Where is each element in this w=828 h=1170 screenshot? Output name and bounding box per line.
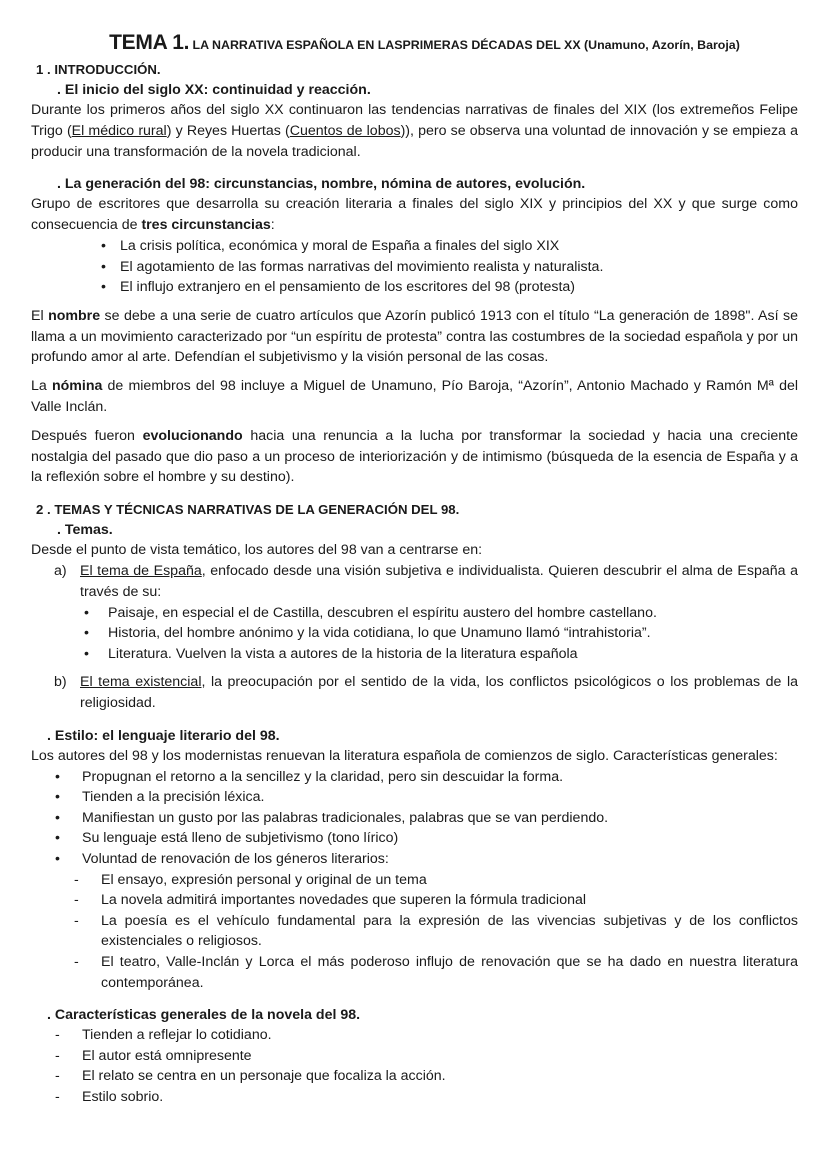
list-item: • Propugnan el retorno a la sencillez y la claridad, pero sin descuidar la forma. <box>55 767 798 788</box>
bullet-icon: • <box>84 625 89 642</box>
tema-espana-item: a) El tema de España, enfocado desde una visión subjetiva e individualista. Quieren descubrir el alma de España a través de su: <box>54 562 798 600</box>
dash-icon: - <box>55 1089 60 1106</box>
page-title <box>51 28 798 60</box>
list-item: - La novela admitirá importantes novedades que superen la fórmula tradicional <box>74 890 798 911</box>
section-2-heading: 2 . TEMAS Y TÉCNICAS NARRATIVAS DE LA GENERACIÓN DEL 98. <box>36 502 460 518</box>
paragraph-nombre: El nombre se debe a una serie de cuatro artículos que Azorín publicó 1913 con el título “La generación de 1898". Así se llama a un movimiento caracterizado por “un espíritu de protesta” contra las costumbres de la sociedad española y por un profundo amor al arte. Defendían el subjetivismo y la visión personal de las cosas. <box>31 307 798 366</box>
dash-icon: - <box>74 871 79 888</box>
list-item: - El autor está omnipresente <box>55 1046 798 1067</box>
bullet-icon: • <box>84 645 89 662</box>
work-title-medico-rural: El médico rural <box>71 122 167 139</box>
subsection-novela-98: . Características generales de la novela del 98. <box>47 1007 361 1024</box>
bullet-icon: • <box>84 604 89 621</box>
list-item: • Manifiestan un gusto por las palabras tradicionales, palabras que se van perdiendo. <box>55 808 798 829</box>
list-item: • Historia, del hombre anónimo y la vida cotidiana, lo que Unamuno llamó “intrahistoria”. <box>84 623 798 644</box>
bullet-icon: • <box>55 789 60 806</box>
paragraph-circunstancias: Grupo de escritores que desarrolla su creación literaria a finales del siglo XIX y principios del XX y que surge como consecuencia de tres circunstancias: <box>31 196 798 234</box>
list-item: - La poesía es el vehículo fundamental para la expresión de las vivencias subjetivas y de los conflictos existenciales o religiosos. <box>74 912 798 950</box>
work-title-cuentos-lobos: Cuentos de lobos <box>289 122 401 139</box>
dash-icon: - <box>74 892 79 909</box>
list-item: - El relato se centra en un personaje que focaliza la acción. <box>55 1066 798 1087</box>
list-item: • Tienden a la precisión léxica. <box>55 787 798 808</box>
dash-icon: - <box>55 1047 60 1064</box>
list-item: - El teatro, Valle-Inclán y Lorca el más poderoso influjo de renovación que se ha dado en nuestra literatura contemporánea. <box>74 954 798 991</box>
paragraph-estilo-intro: Los autores del 98 y los modernistas renuevan la literatura española de comienzos de siglo. Características generales: <box>31 747 778 764</box>
bullet-icon: • <box>55 768 60 785</box>
subsection-estilo: . Estilo: el lenguaje literario del 98. <box>47 727 280 744</box>
list-item: • Voluntad de renovación de los géneros literarios: <box>55 849 798 870</box>
list-item: - Estilo sobrio. <box>55 1087 798 1108</box>
list-item: • Su lenguaje está lleno de subjetivismo (tono lírico) <box>55 828 798 849</box>
title-main: TEMA 1. <box>109 31 190 54</box>
list-item: • Paisaje, en especial el de Castilla, descubren el espíritu austero del hombre castellano. <box>84 603 798 624</box>
tema-existencial-item: b) El tema existencial, la preocupación por el sentido de la vida, los conflictos psicológicos o los problemas de la religiosidad. <box>54 674 799 712</box>
list-item: • La crisis política, económica y moral de España a finales del siglo XIX <box>101 236 798 257</box>
dash-icon: - <box>55 1027 60 1044</box>
bullet-icon: • <box>55 809 60 826</box>
title-rest: LA NARRATIVA ESPAÑOLA EN LASPRIMERAS DÉCADAS DEL XX (Unamuno, Azorín, Baroja) <box>189 38 740 52</box>
document-page <box>31 28 798 1108</box>
bullet-icon: • <box>101 279 106 296</box>
bullet-icon: • <box>101 258 106 275</box>
paragraph-temas-intro: Desde el punto de vista temático, los autores del 98 van a centrarse en: <box>31 542 483 559</box>
bullet-icon: • <box>101 237 106 254</box>
tema-espana-list <box>31 603 798 665</box>
list-item: • El agotamiento de las formas narrativas del movimiento realista y naturalista. <box>101 257 798 278</box>
paragraph-intro: Durante los primeros años del siglo XX continuaron las tendencias narrativas de finales del XIX (los extremeños Felipe Trigo (El médico rural) y Reyes Huertas (Cuentos de lobos)), pero se observa una voluntad de innovación y se empieza a producir una transformación de la novela tradicional. <box>31 102 798 160</box>
bullet-icon: • <box>55 830 60 847</box>
paragraph-nomina: La nómina de miembros del 98 incluye a Miguel de Unamuno, Pío Baroja, “Azorín”, Antonio Machado y Ramón Mª del Valle Inclán. <box>31 378 798 415</box>
dash-icon: - <box>74 954 79 971</box>
section-1-heading: 1 . INTRODUCCIÓN. <box>36 62 161 77</box>
list-item: - El ensayo, expresión personal y original de un tema <box>74 870 798 891</box>
dash-icon: - <box>55 1068 60 1085</box>
novela-list <box>31 1025 798 1107</box>
list-item: • Literatura. Vuelven la vista a autores de la historia de la literatura española <box>84 644 798 665</box>
dash-icon: - <box>74 912 79 929</box>
estilo-list <box>31 767 798 870</box>
subsection-generacion-98: . La generación del 98: circunstancias, nombre, nómina de autores, evolución. <box>57 176 586 193</box>
bullet-icon: • <box>55 851 60 868</box>
subsection-inicio-siglo: . El inicio del siglo XX: continuidad y reacción. <box>57 82 371 98</box>
generos-list <box>31 870 798 994</box>
list-item: - Tienden a reflejar lo cotidiano. <box>55 1025 798 1046</box>
circunstancias-list <box>31 236 798 298</box>
paragraph-evolucion: Después fueron evolucionando hacia una renuncia a la lucha por transformar la sociedad y hacia una creciente nostalgia del pasado que dio paso a un proceso de interiorización y de intimismo (búsqueda de la esencia de España y a la reflexión sobre el hombre y su destino). <box>31 427 798 486</box>
subsection-temas: . Temas. <box>57 522 113 539</box>
list-item: • El influjo extranjero en el pensamiento de los escritores del 98 (protesta) <box>101 277 798 298</box>
